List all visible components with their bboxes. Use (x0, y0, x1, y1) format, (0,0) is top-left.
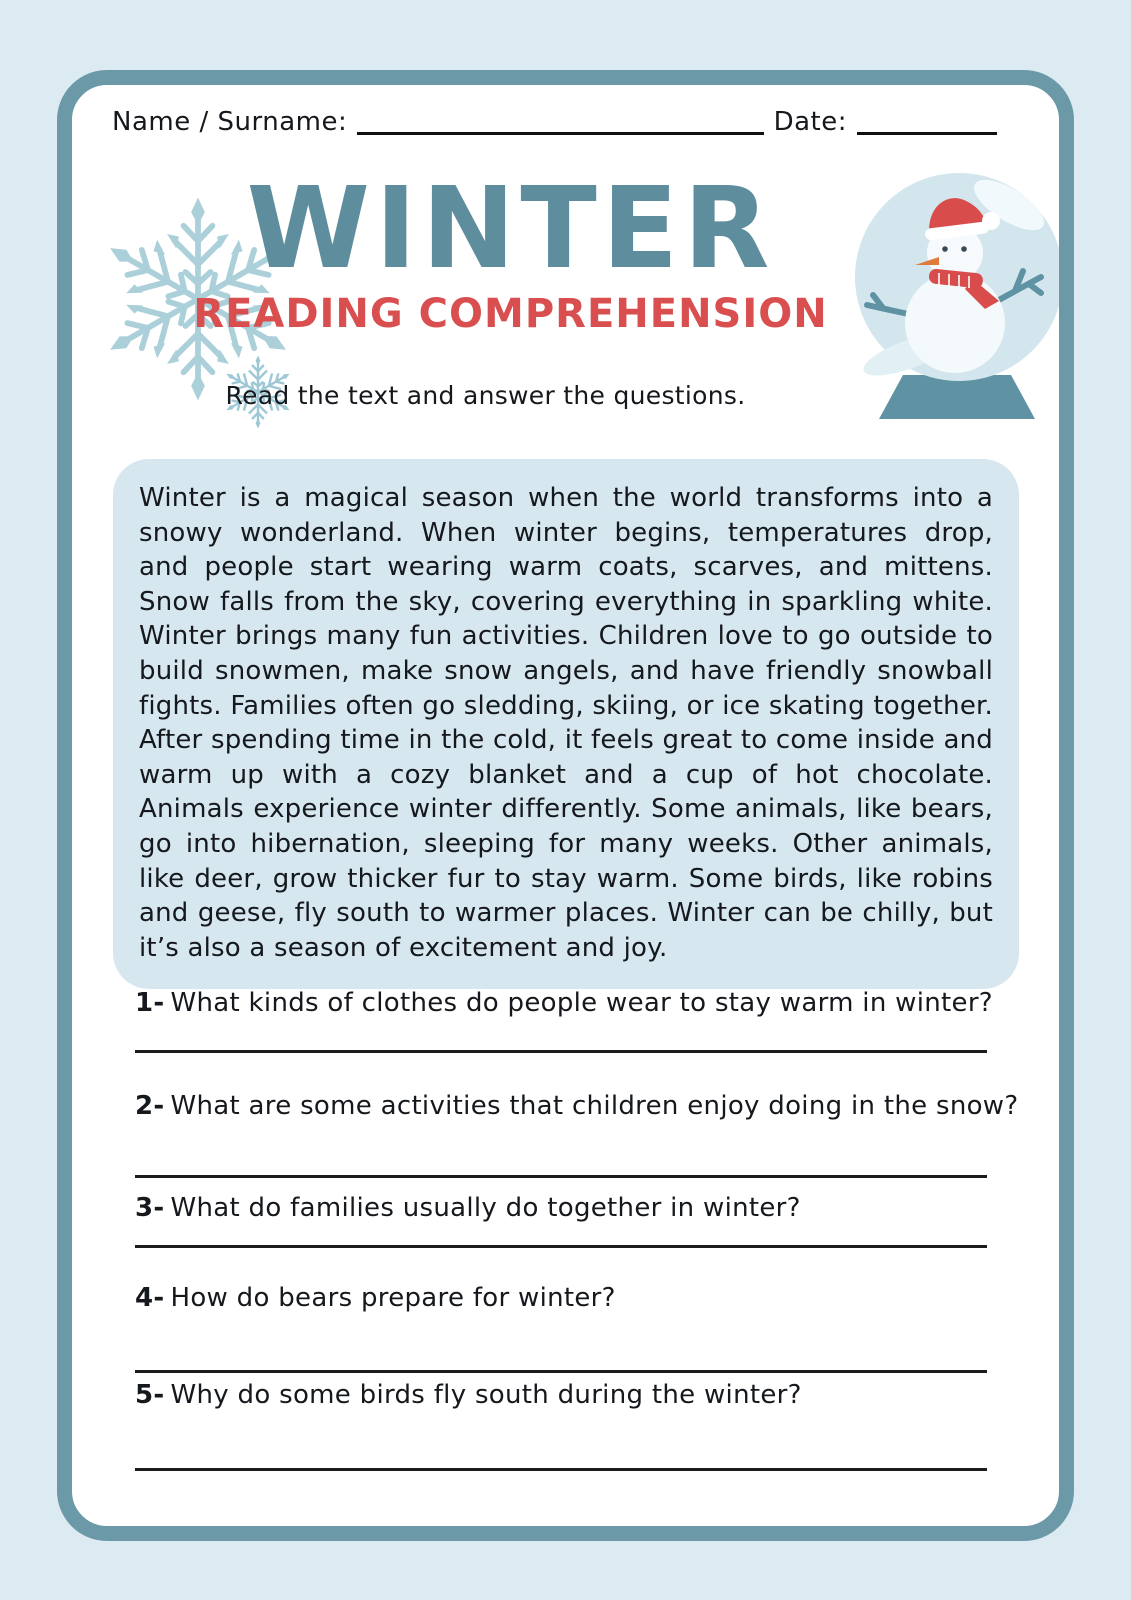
reading-passage-text: Winter is a magical season when the world transforms into a snowy wonderland. When winter begins, temperatures drop, and people start wearing warm coats, scarves, and mittens. Snow falls from the sky, covering everything in sparkling white. Winter brings many fun activities. Children love to go outside to build snowmen, make snow angels, and have friendly snowball fights. Families often go sledding, skiing, or ice skating together. After spending time in the cold, it feels great to come inside and warm up with a cozy blanket and a cup of hot chocolate. Animals experience winter differently. Some animals, like bears, go into hibernation, sleeping for many weeks. Other animals, like deer, grow thicker fur to stay warm. Some birds, like robins and geese, fly south to warmer places. Winter can be chilly, but it’s also a season of excitement and joy. (139, 483, 993, 963)
answer-line-5[interactable] (135, 1468, 987, 1471)
question-3-number: 3- (135, 1193, 165, 1223)
question-4-number: 4- (135, 1283, 165, 1313)
date-blank-line[interactable] (857, 105, 997, 135)
question-5-text: Why do some birds fly south during the winter? (170, 1380, 802, 1410)
header-row (112, 105, 997, 139)
reading-passage-box (113, 459, 1019, 989)
question-2 (135, 1091, 1019, 1121)
question-4-text: How do bears prepare for winter? (170, 1283, 616, 1313)
question-5-number: 5- (135, 1380, 165, 1410)
name-label: Name / Surname: (112, 107, 348, 137)
answer-line-4[interactable] (135, 1370, 987, 1373)
question-1-text: What kinds of clothes do people wear to stay warm in winter? (170, 988, 993, 1018)
question-1-number: 1- (135, 988, 165, 1018)
snow-globe-snowman-icon (847, 165, 1074, 427)
worksheet-card (57, 70, 1074, 1541)
date-label: Date: (773, 107, 847, 137)
page-subtitle: READING COMPREHENSION (193, 291, 828, 337)
question-3 (135, 1193, 987, 1223)
question-3-text: What do families usually do together in winter? (170, 1193, 801, 1223)
question-2-number: 2- (135, 1091, 165, 1121)
name-blank-line[interactable] (357, 105, 763, 135)
question-4 (135, 1283, 987, 1313)
question-5 (135, 1380, 987, 1410)
question-2-text: What are some activities that children enjoy doing in the snow? (170, 1091, 1019, 1121)
answer-line-2[interactable] (135, 1175, 987, 1178)
instruction-text: Read the text and answer the questions. (225, 381, 746, 410)
page-title: WINTER (246, 164, 775, 294)
answer-line-1[interactable] (135, 1050, 987, 1053)
question-1 (135, 988, 993, 1018)
answer-line-3[interactable] (135, 1245, 987, 1248)
